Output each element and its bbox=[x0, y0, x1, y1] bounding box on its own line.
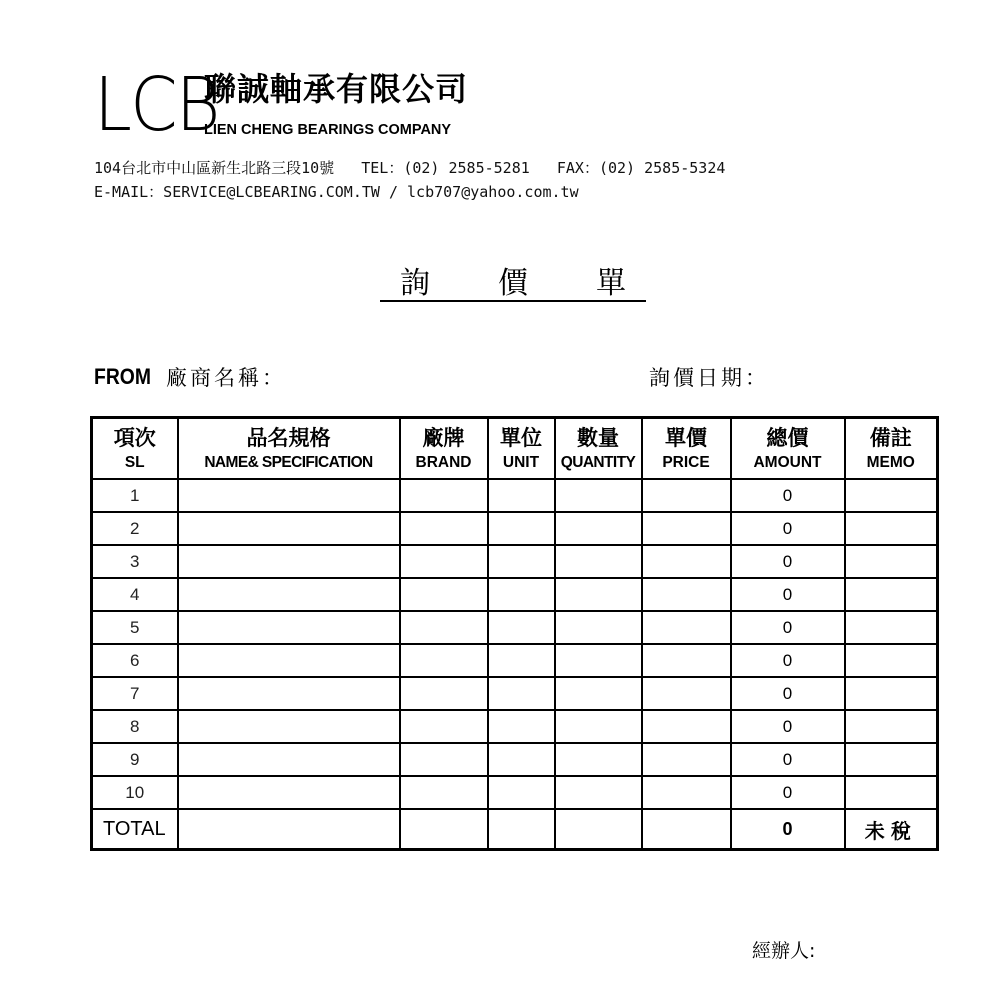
price-cell[interactable] bbox=[642, 545, 731, 578]
unit-cell[interactable] bbox=[488, 776, 555, 809]
amount-cell: 0 bbox=[731, 644, 845, 677]
column-header-zh: 總價 bbox=[766, 425, 809, 450]
price-cell[interactable] bbox=[642, 710, 731, 743]
name-spec-cell[interactable] bbox=[178, 611, 400, 644]
amount-cell: 0 bbox=[731, 479, 845, 512]
price-cell[interactable] bbox=[642, 644, 731, 677]
column-header-zh: 單位 bbox=[500, 425, 542, 450]
memo-cell[interactable] bbox=[845, 677, 938, 710]
quantity-cell[interactable] bbox=[555, 512, 642, 545]
total-label: TOTAL bbox=[92, 809, 178, 850]
column-header-en: AMOUNT bbox=[753, 453, 822, 471]
column-header-unit bbox=[488, 418, 555, 480]
title-char-1: 詢 bbox=[400, 266, 430, 301]
unit-cell[interactable] bbox=[488, 743, 555, 776]
brand-cell[interactable] bbox=[400, 611, 488, 644]
memo-cell[interactable] bbox=[845, 479, 938, 512]
brand-cell[interactable] bbox=[400, 677, 488, 710]
table-row bbox=[92, 776, 938, 809]
brand-cell[interactable] bbox=[400, 710, 488, 743]
name-spec-cell[interactable] bbox=[178, 710, 400, 743]
vendor-name-label: 廠商名稱： bbox=[166, 366, 286, 390]
inquiry-date-label: 詢價日期： bbox=[649, 366, 769, 390]
name-spec-cell[interactable] bbox=[178, 743, 400, 776]
price-cell[interactable] bbox=[642, 578, 731, 611]
column-header-en: BRAND bbox=[415, 453, 472, 471]
memo-cell[interactable] bbox=[845, 743, 938, 776]
name-spec-cell[interactable] bbox=[178, 578, 400, 611]
quantity-cell[interactable] bbox=[555, 479, 642, 512]
amount-cell: 0 bbox=[731, 578, 845, 611]
quantity-cell[interactable] bbox=[555, 743, 642, 776]
unit-cell[interactable] bbox=[488, 644, 555, 677]
amount-cell: 0 bbox=[731, 776, 845, 809]
quotation-table bbox=[90, 416, 939, 851]
name-spec-cell[interactable] bbox=[178, 677, 400, 710]
name-spec-cell[interactable] bbox=[178, 644, 400, 677]
sl-cell: 7 bbox=[92, 677, 178, 710]
unit-cell[interactable] bbox=[488, 545, 555, 578]
sl-cell: 5 bbox=[92, 611, 178, 644]
price-cell[interactable] bbox=[642, 677, 731, 710]
table-row bbox=[92, 512, 938, 545]
quantity-cell[interactable] bbox=[555, 611, 642, 644]
amount-cell: 0 bbox=[731, 710, 845, 743]
column-header-zh: 單價 bbox=[665, 425, 707, 450]
table-row bbox=[92, 644, 938, 677]
handler-signature-label: 經辦人: bbox=[752, 940, 816, 962]
sl-cell: 10 bbox=[92, 776, 178, 809]
name-spec-cell[interactable] bbox=[178, 512, 400, 545]
column-header-zh: 數量 bbox=[577, 425, 619, 450]
total-brand-cell[interactable] bbox=[400, 809, 488, 850]
column-header-brand bbox=[400, 418, 488, 480]
memo-cell[interactable] bbox=[845, 776, 938, 809]
column-header-en: UNIT bbox=[502, 453, 540, 471]
amount-cell: 0 bbox=[731, 743, 845, 776]
memo-cell[interactable] bbox=[845, 512, 938, 545]
amount-cell: 0 bbox=[731, 677, 845, 710]
sl-cell: 4 bbox=[92, 578, 178, 611]
price-cell[interactable] bbox=[642, 743, 731, 776]
column-header-sl bbox=[92, 418, 178, 480]
name-spec-cell[interactable] bbox=[178, 479, 400, 512]
unit-cell[interactable] bbox=[488, 512, 555, 545]
company-name-english: LIEN CHENG BEARINGS COMPANY bbox=[204, 122, 452, 138]
quantity-cell[interactable] bbox=[555, 578, 642, 611]
brand-cell[interactable] bbox=[400, 578, 488, 611]
column-header-price bbox=[642, 418, 731, 480]
column-header-zh: 品名規格 bbox=[246, 425, 331, 450]
column-header-zh: 備註 bbox=[869, 425, 912, 450]
sl-cell: 8 bbox=[92, 710, 178, 743]
address-phone-fax: 104台北市中山區新生北路三段10號 TEL：(02) 2585-5281 FAX：(02) 2585-5324 bbox=[94, 159, 726, 177]
company-name-chinese: 聯誠軸承有限公司 bbox=[204, 70, 469, 108]
title-char-2: 價 bbox=[498, 266, 528, 301]
company-logo: LCB bbox=[94, 62, 219, 148]
total-price-cell[interactable] bbox=[642, 809, 731, 850]
amount-cell: 0 bbox=[731, 611, 845, 644]
table-row bbox=[92, 710, 938, 743]
table-row bbox=[92, 479, 938, 512]
table-header-row bbox=[92, 418, 938, 480]
email-line: E-MAIL：SERVICE@LCBEARING.COM.TW / lcb707@yahoo.com.tw bbox=[94, 183, 579, 201]
table-row bbox=[92, 677, 938, 710]
unit-cell[interactable] bbox=[488, 710, 555, 743]
unit-cell[interactable] bbox=[488, 677, 555, 710]
name-spec-cell[interactable] bbox=[178, 776, 400, 809]
table-row bbox=[92, 545, 938, 578]
quantity-cell[interactable] bbox=[555, 545, 642, 578]
sl-cell: 3 bbox=[92, 545, 178, 578]
amount-cell: 0 bbox=[731, 545, 845, 578]
column-header-en: SL bbox=[124, 453, 145, 471]
brand-cell[interactable] bbox=[400, 512, 488, 545]
brand-cell[interactable] bbox=[400, 776, 488, 809]
brand-cell[interactable] bbox=[400, 545, 488, 578]
brand-cell[interactable] bbox=[400, 743, 488, 776]
column-header-name-spec bbox=[178, 418, 400, 480]
tax-excluded-note: 未稅 bbox=[845, 809, 938, 850]
memo-cell[interactable] bbox=[845, 578, 938, 611]
unit-cell[interactable] bbox=[488, 578, 555, 611]
unit-cell[interactable] bbox=[488, 611, 555, 644]
table-body bbox=[92, 479, 938, 809]
table-row bbox=[92, 578, 938, 611]
sl-cell: 2 bbox=[92, 512, 178, 545]
memo-cell[interactable] bbox=[845, 644, 938, 677]
price-cell[interactable] bbox=[642, 776, 731, 809]
total-quantity-cell[interactable] bbox=[555, 809, 642, 850]
amount-cell: 0 bbox=[731, 512, 845, 545]
column-header-amount bbox=[731, 418, 845, 480]
memo-cell[interactable] bbox=[845, 545, 938, 578]
brand-cell[interactable] bbox=[400, 644, 488, 677]
price-cell[interactable] bbox=[642, 611, 731, 644]
quantity-cell[interactable] bbox=[555, 710, 642, 743]
total-row bbox=[92, 809, 938, 850]
unit-cell[interactable] bbox=[488, 479, 555, 512]
price-cell[interactable] bbox=[642, 479, 731, 512]
column-header-en: MEMO bbox=[866, 453, 915, 471]
column-header-quantity bbox=[555, 418, 642, 480]
price-cell[interactable] bbox=[642, 512, 731, 545]
title-char-3: 單 bbox=[596, 266, 626, 301]
sl-cell: 9 bbox=[92, 743, 178, 776]
quantity-cell[interactable] bbox=[555, 677, 642, 710]
brand-cell[interactable] bbox=[400, 479, 488, 512]
total-name-cell[interactable] bbox=[178, 809, 400, 850]
name-spec-cell[interactable] bbox=[178, 545, 400, 578]
table-row bbox=[92, 611, 938, 644]
column-header-zh: 廠牌 bbox=[422, 425, 465, 450]
total-amount: 0 bbox=[731, 809, 845, 850]
quantity-cell[interactable] bbox=[555, 776, 642, 809]
column-header-en: QUANTITY bbox=[560, 453, 636, 471]
column-header-memo bbox=[845, 418, 938, 480]
quantity-cell[interactable] bbox=[555, 644, 642, 677]
memo-cell[interactable] bbox=[845, 710, 938, 743]
memo-cell[interactable] bbox=[845, 611, 938, 644]
table-row bbox=[92, 743, 938, 776]
sl-cell: 6 bbox=[92, 644, 178, 677]
total-unit-cell[interactable] bbox=[488, 809, 555, 850]
from-label: FROM bbox=[94, 364, 151, 389]
column-header-en: NAME& SPECIFICATION bbox=[204, 453, 373, 471]
sl-cell: 1 bbox=[92, 479, 178, 512]
column-header-zh: 項次 bbox=[113, 425, 156, 450]
column-header-en: PRICE bbox=[662, 453, 710, 471]
document-title bbox=[380, 266, 646, 302]
